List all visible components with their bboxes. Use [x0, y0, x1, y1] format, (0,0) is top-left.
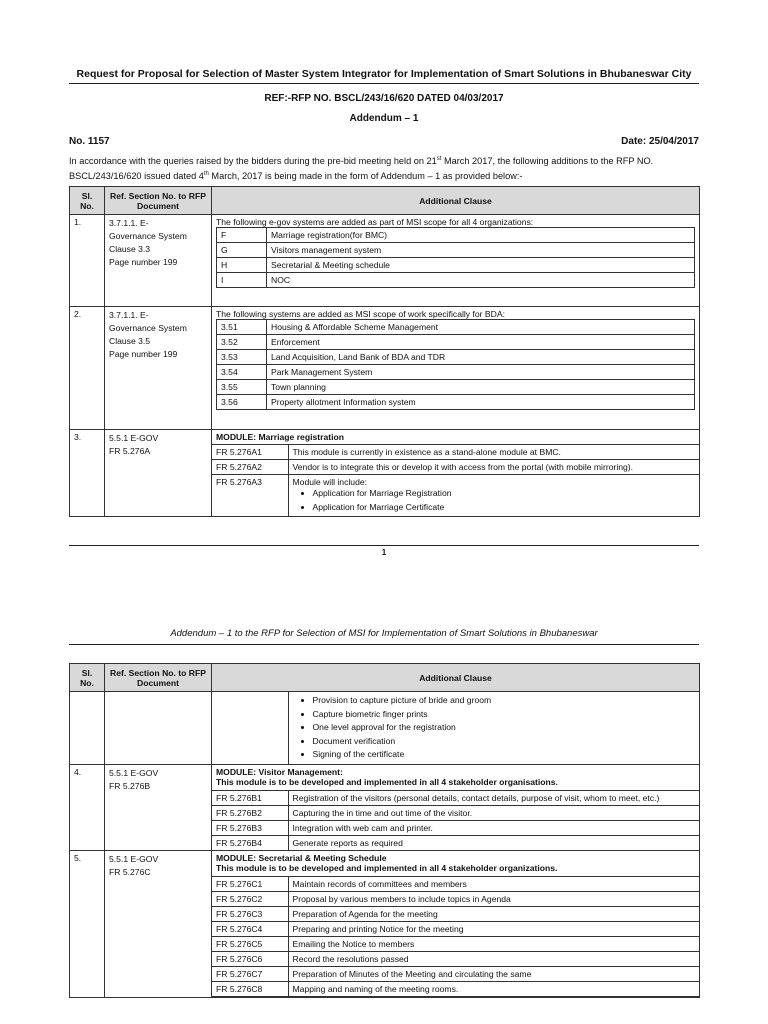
col-sl-header: Sl. No.	[70, 187, 105, 215]
row-clause	[212, 215, 700, 307]
fr-bullet-list: • Application for Marriage Registration • Application for Marriage Certificate	[293, 487, 696, 514]
row-ref: 5.5.1 E-GOV FR 5.276C	[105, 850, 212, 997]
col-ref-header: Ref. Section No. to RFP Document	[105, 664, 212, 692]
ref-line: REF:-RFP NO. BSCL/243/16/620 DATED 04/03/2017	[264, 93, 504, 104]
row-number: 2.	[70, 307, 105, 430]
document-title: Request for Proposal for Selection of Master System Integrator for Implementation of Smart Solutions in Bhubaneswar City	[76, 68, 692, 80]
col-clause-header: Additional Clause	[212, 187, 700, 215]
table-row	[70, 215, 700, 307]
module-title: MODULE: Marriage registration	[216, 432, 344, 442]
page2-header-rule	[69, 644, 699, 645]
title-rule	[69, 83, 699, 84]
row-clause	[212, 307, 700, 430]
addendum-table-page2	[69, 663, 700, 998]
row-ref: 5.5.1 E-GOV FR 5.276A	[105, 430, 212, 517]
page-number: 1	[381, 548, 387, 557]
row-ref: 3.7.1.1. E- Governance System Clause 3.5 Page number 199	[105, 307, 212, 430]
page2-header: Addendum – 1 to the RFP for Selection of MSI for Implementation of Smart Solutions in Bhubaneswar	[170, 628, 598, 639]
intro-paragraph: In accordance with the queries raised by the bidders during the pre-bid meeting held on 21st March 2017, the following additions to the RFP NO. BSCL/243/16/620 issued dated 4th March, 2017 is being made in the form of Addendum – 1 as provided below:-	[69, 156, 654, 181]
marriage-fr-table: FR 5.276A1 This module is currently in existence as a stand-alone module at BMC. FR 5.276A2 Vendor is to integrate this or develop it with access from the portal (with mobile mirroring). FR 5.276A3 Module will include: • Application for Marriage Registration • Application for Marriage Certificate	[212, 444, 699, 516]
row-number: 3.	[70, 430, 105, 517]
table-row	[70, 307, 700, 430]
row-clause	[212, 850, 700, 997]
row-number: 5.	[70, 850, 105, 997]
col-ref-header: Ref. Section No. to RFP Document	[105, 187, 212, 215]
row-clause	[212, 764, 700, 850]
module-title: MODULE: Visitor Management:	[216, 766, 343, 777]
module-subtitle: This module is to be developed and implemented in all 4 stakeholder organizations.	[216, 862, 558, 873]
letter-number: No. 1157	[69, 136, 110, 147]
row-ref: 3.7.1.1. E- Governance System Clause 3.3 Page number 199	[105, 215, 212, 307]
addendum-table-page1	[69, 186, 700, 517]
secretarial-fr-table: FR 5.276C1 Maintain records of committees and members FR 5.276C2 Proposal by various members to include topics in Agenda FR 5.276C3 Preparation of Agenda for the meeting FR 5.276C4 Preparing and printing Notice for the meeting FR 5.276C5 Emailing the Notice to members FR 5.276C6 Record the resolutions passed FR 5.276C7 Preparation of Minutes of the Meeting and circulating the same FR 5.276C8 Mapping and naming of the meeting rooms.	[212, 876, 699, 997]
table-row	[70, 692, 700, 765]
footer-rule	[69, 545, 699, 546]
col-clause-header: Additional Clause	[212, 664, 700, 692]
table-row	[70, 764, 700, 850]
clause-text: The following e-gov systems are added as part of MSI scope for all 4 organizations:	[216, 217, 534, 227]
row-ref: 5.5.1 E-GOV FR 5.276B	[105, 764, 212, 850]
module-subtitle: This module is to be developed and implemented in all 4 stakeholder organisations.	[216, 776, 558, 787]
row-clause	[212, 430, 700, 517]
col-sl-header: Sl. No.	[70, 664, 105, 692]
module-title: MODULE: Secretarial & Meeting Schedule	[216, 852, 387, 863]
bda-systems-table: 3.51 Housing & Affordable Scheme Management 3.52 Enforcement 3.53 Land Acquisition, Land Bank of BDA and TDR 3.54 Park Management System 3.55 Town planning 3.56 Property allotment Information system	[216, 319, 695, 410]
addendum-label: Addendum – 1	[349, 113, 419, 124]
marriage-continued-table	[212, 692, 699, 764]
row-number: 4.	[70, 764, 105, 850]
letter-date: Date: 25/04/2017	[621, 136, 699, 147]
visitor-fr-table: FR 5.276B1 Registration of the visitors (personal details, contact details, purpose of visit, whom to meet, etc.) FR 5.276B2 Capturing the in time and out time of the visitor. FR 5.276B3 Integration with web cam and printer. FR 5.276B4 Generate reports as required	[212, 790, 699, 850]
fr-bullet-list: • Provision to capture picture of bride and groom • Capture biometric finger prints • One level approval for the registration • Document verification • Signing of the certificate	[293, 694, 696, 762]
row-number: 1.	[70, 215, 105, 307]
clause-text: The following systems are added as MSI scope of work specifically for BDA:	[216, 309, 505, 319]
table-row	[70, 430, 700, 517]
egov-systems-table: F Marriage registration(for BMC) G Visitors management system H Secretarial & Meeting schedule I NOC	[216, 227, 695, 288]
table-row	[70, 850, 700, 997]
